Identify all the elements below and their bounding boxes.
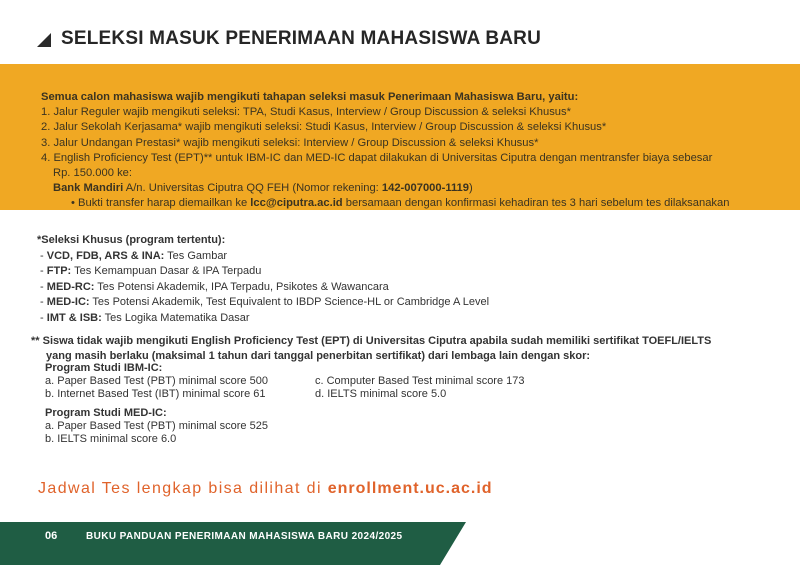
page-title: SELEKSI MASUK PENERIMAAN MAHASISWA BARU	[61, 28, 542, 49]
footer-title: BUKU PANDUAN PENERIMAAN MAHASISWA BARU 2024/2025	[86, 531, 403, 542]
bank-label: Bank Mandiri	[53, 182, 124, 195]
special-program: FTP:	[46, 265, 72, 277]
bank-info	[41, 181, 800, 196]
transfer-note	[41, 196, 800, 211]
enrollment-link[interactable]: enrollment.uc.ac.id	[327, 480, 493, 497]
ept-line-1: ** Siswa tidak wajib mengikuti English Proficiency Test (EPT) di Universitas Ciputra apabila sudah memiliki sertifikat TOEFL/IELTS	[31, 335, 712, 347]
special-item: - MED-IC: Tes Potensi Akademik, Test Equivalent to IBDP Science-HL or Cambridge A Level	[37, 296, 490, 308]
section-header	[37, 27, 541, 51]
special-test: Tes Gambar	[164, 249, 228, 262]
special-program: VCD, FDB, ARS & INA:	[46, 249, 165, 262]
bank-close: )	[469, 182, 473, 195]
transfer-post: bersamaan dengan konfirmasi kehadiran tes 3 hari sebelum tes dilaksanakan	[342, 197, 730, 210]
schedule-text: Jadwal Tes lengkap bisa dilihat di	[38, 480, 328, 497]
special-test: Tes Logika Matematika Dasar	[101, 311, 250, 324]
requirements-list	[41, 90, 800, 212]
requirement-item: 3. Jalur Undangan Prestasi* wajib mengikuti seleksi: Interview / Group Discussion & seleksi Khusus*	[41, 136, 539, 149]
triangle-marker-icon	[37, 33, 51, 47]
ibm-option-c: c. Computer Based Test minimal score 173	[315, 375, 525, 387]
special-item: - VCD, FDB, ARS & INA: Tes Gambar	[37, 249, 228, 262]
schedule-note	[38, 480, 493, 498]
special-item: - IMT & ISB: Tes Logika Matematika Dasar	[37, 311, 250, 324]
med-heading: Program Studi MED-IC:	[45, 407, 167, 419]
special-selection	[37, 233, 489, 326]
med-option-a: a. Paper Based Test (PBT) minimal score 525	[45, 420, 268, 432]
transfer-pre: • Bukti transfer harap diemailkan ke	[71, 197, 251, 210]
requirement-item: 4. English Proficiency Test (EPT)** untuk IBM-IC dan MED-IC dapat dilakukan di Universitas Ciputra dengan mentransfer biaya sebesar	[41, 151, 713, 164]
ept-line-2: yang masih berlaku (maksimal 1 tahun dari tanggal penerbitan sertifikat) dari lembaga lain dengan skor:	[46, 349, 591, 362]
ibm-heading: Program Studi IBM-IC:	[45, 362, 163, 374]
bank-account: 142-007000-1119	[381, 182, 469, 195]
special-test: Tes Kemampuan Dasar & IPA Terpadu	[71, 265, 262, 277]
bank-text: A/n. Universitas Ciputra QQ FEH (Nomor rekening:	[123, 182, 382, 195]
footer-bar	[0, 522, 800, 565]
special-program: IMT & ISB:	[46, 311, 102, 324]
special-item: - MED-RC: Tes Potensi Akademik, IPA Terpadu, Psikotes & Wawancara	[37, 280, 389, 293]
ept-note	[31, 334, 791, 363]
transfer-email-link[interactable]: lcc@ciputra.ac.id	[250, 197, 343, 210]
page-number: 06	[45, 530, 58, 542]
ibm-option-d: d. IELTS minimal score 5.0	[315, 388, 447, 400]
med-option-b: b. IELTS minimal score 6.0	[45, 433, 177, 445]
special-test: Tes Potensi Akademik, IPA Terpadu, Psikotes & Wawancara	[94, 280, 389, 293]
special-test: Tes Potensi Akademik, Test Equivalent to IBDP Science-HL or Cambridge A Level	[89, 296, 490, 308]
ibm-option-b: b. Internet Based Test (IBT) minimal score 61	[45, 388, 266, 400]
ibm-option-a: a. Paper Based Test (PBT) minimal score 500	[45, 375, 268, 387]
special-program: MED-IC:	[46, 296, 90, 308]
special-program: MED-RC:	[46, 280, 95, 293]
requirement-item: 2. Jalur Sekolah Kerjasama* wajib mengikuti seleksi: Studi Kasus, Interview / Group Discussion & seleksi Khusus*	[41, 121, 607, 134]
requirements-intro: Semua calon mahasiswa wajib mengikuti tahapan seleksi masuk Penerimaan Mahasiswa Baru, yaitu:	[41, 91, 579, 103]
footer-shape	[0, 522, 800, 565]
requirement-item: 1. Jalur Reguler wajib mengikuti seleksi: TPA, Studi Kasus, Interview / Group Discussion & seleksi Khusus*	[41, 106, 571, 119]
special-item: - FTP: Tes Kemampuan Dasar & IPA Terpadu	[37, 265, 262, 277]
fee-text: Rp. 150.000 ke:	[53, 167, 132, 180]
special-heading: *Seleksi Khusus (program tertentu):	[37, 234, 226, 246]
